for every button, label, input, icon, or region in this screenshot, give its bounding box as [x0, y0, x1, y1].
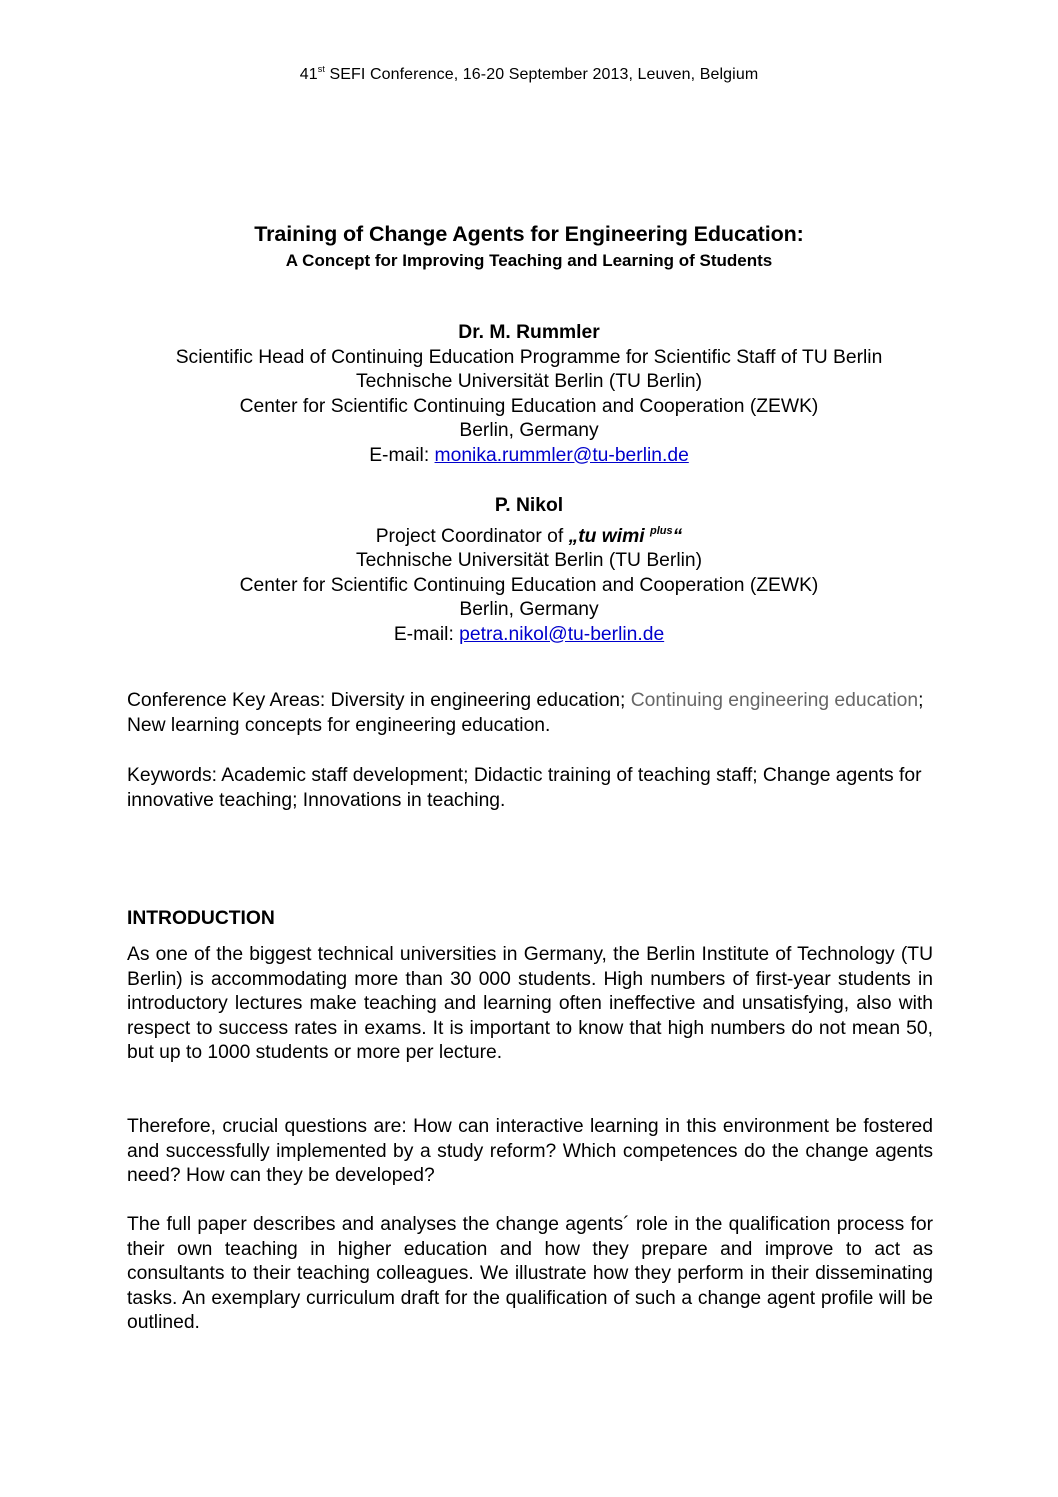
conference-number: 41 [299, 66, 318, 83]
author-block-1 [0, 321, 1058, 468]
author-location: Berlin, Germany [459, 420, 599, 441]
project-name-main: „tu wimi [568, 525, 651, 547]
key-areas-grey: Continuing engineering education [630, 690, 919, 711]
paper-subtitle: A Concept for Improving Teaching and Learning of Students [285, 251, 773, 270]
author-institution: Technische Universität Berlin (TU Berlin) [355, 371, 703, 392]
author-name: Dr. M. Rummler [458, 322, 600, 343]
intro-paragraph-2: Therefore, crucial questions are: How can interactive learning in this environment be fostered and successfully implemented by a study reform? Which competences do the change agents need? How can they be developed? [127, 1116, 933, 1187]
author-role [0, 519, 1058, 550]
email-label: E-mail: [393, 623, 460, 645]
author-email-link[interactable]: monika.rummler@tu-berlin.de [434, 444, 689, 466]
project-name-close: “ [672, 525, 683, 547]
keywords: Keywords: Academic staff development; Didactic training of teaching staff; Change agents for innovative teaching; Innovations in teaching. [127, 765, 922, 811]
author-block-2 [0, 494, 1058, 647]
email-label: E-mail: [369, 444, 435, 466]
paper-title: Training of Change Agents for Engineering Education: [254, 222, 804, 246]
author-center: Center for Scientific Continuing Education and Cooperation (ZEWK) [239, 395, 819, 417]
conference-ordinal: st [317, 64, 325, 74]
key-areas-part2: ; New learning concepts for engineering education. [127, 690, 924, 736]
project-name [569, 526, 683, 547]
conference-details: SEFI Conference, 16-20 September 2013, Leuven, Belgium [324, 66, 759, 83]
conference-key-areas [127, 689, 933, 738]
intro-paragraph-3: The full paper describes and analyses the change agents´ role in the qualification process for their own teaching in higher education and how they prepare and improve to act as consultants to their teaching colleagues. We illustrate how they perform in their disseminating tasks. An exemplary curriculum draft for the qualification of such a change agent profile will be outlined. [127, 1214, 933, 1334]
author-name: P. Nikol [494, 495, 564, 516]
author-institution: Technische Universität Berlin (TU Berlin) [355, 550, 703, 571]
running-header [0, 64, 1058, 84]
author-center: Center for Scientific Continuing Education and Cooperation (ZEWK) [239, 574, 819, 596]
key-areas-part1: Conference Key Areas: Diversity in engineering education; [127, 690, 631, 711]
author-location: Berlin, Germany [459, 599, 599, 620]
author-role: Scientific Head of Continuing Education Programme for Scientific Staff of TU Berlin [175, 346, 883, 368]
author-email-line [0, 444, 1058, 469]
section-heading-introduction: INTRODUCTION [127, 908, 275, 929]
intro-paragraph-1: As one of the biggest technical universities in Germany, the Berlin Institute of Technology (TU Berlin) is accommodating more than 30 000 students. High numbers of first-year students in introductory lectures make teaching and learning often ineffective and unsatisfying, also with respect to success rates in exams. It is important to know that high numbers do not mean 50, but up to 1000 students or more per lecture. [127, 944, 933, 1064]
role-prefix: Project Coordinator of [375, 525, 569, 547]
project-name-sup: plus [650, 524, 673, 537]
author-email-line [0, 623, 1058, 648]
author-email-link[interactable]: petra.nikol@tu-berlin.de [459, 623, 665, 645]
